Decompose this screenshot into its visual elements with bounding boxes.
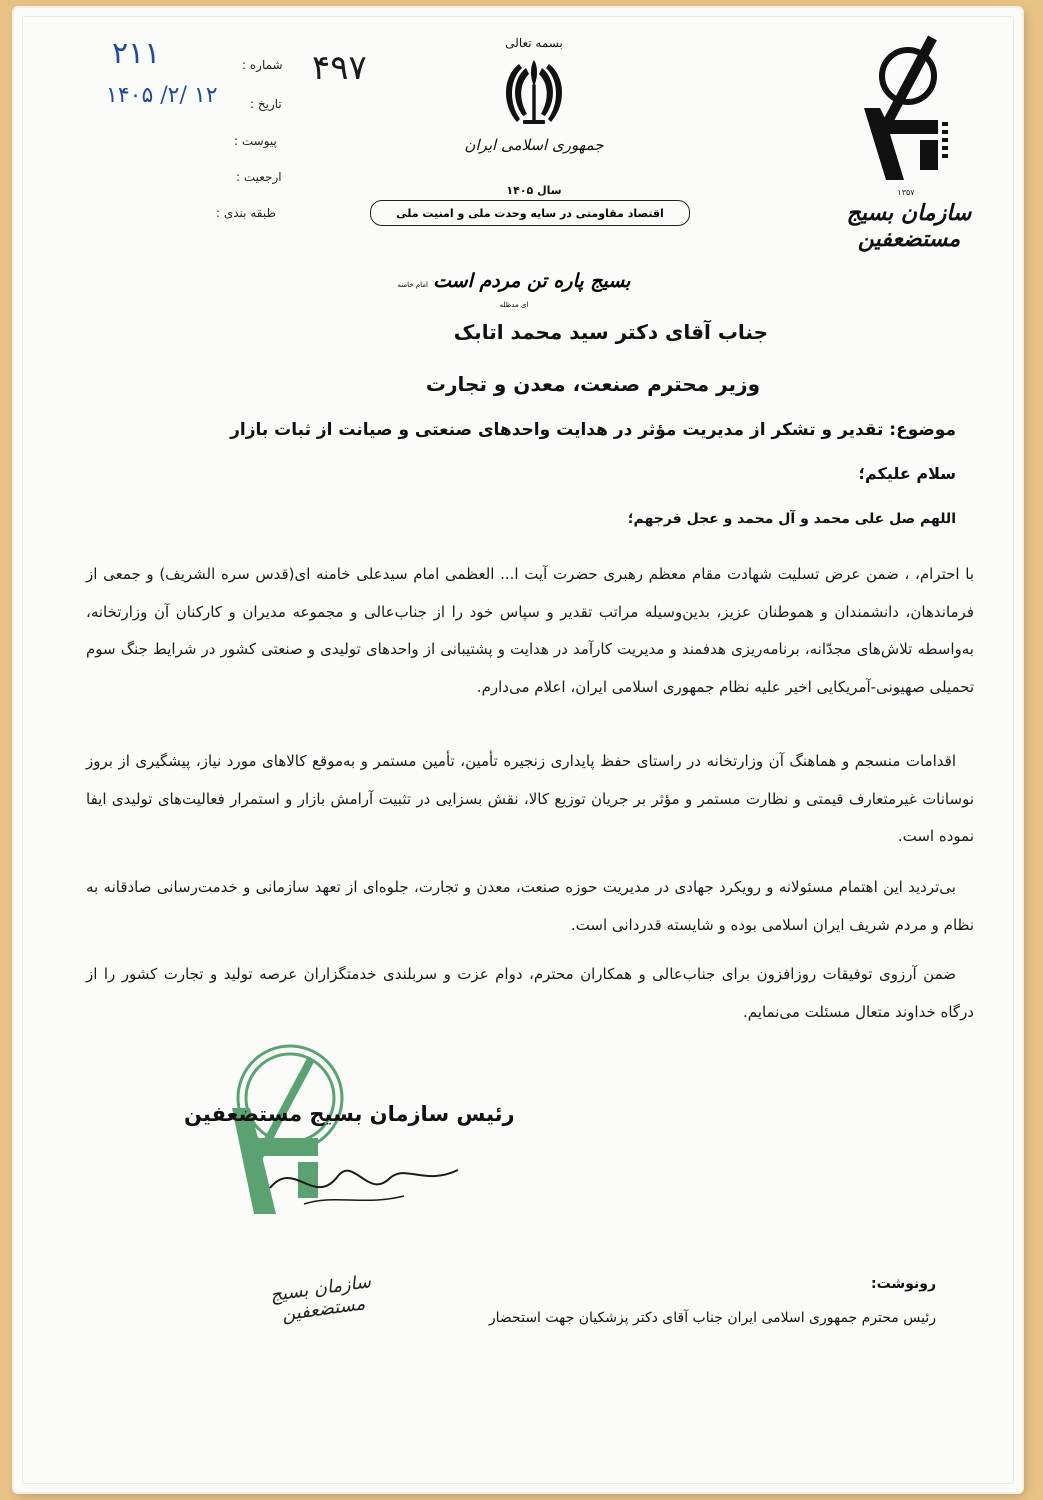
basmala: بسمه تعالی: [505, 36, 563, 50]
body-paragraph-2: اقدامات منسجم و هماهنگ آن وزارتخانه در راستای حفظ پایداری زنجیره تأمین، تأمین مستمر و به‌موقع کالاهای مورد نیاز، پیشگیری از بروز نوسانات غیرمتعارف قیمتی و نظارت مستمر و مؤثر بر جریان توزیع کالا، نقش بسزایی در تثبیت آرامش بازار و استمرار فعالیت‌های تولیدی ایفا نموده است.: [86, 752, 974, 845]
republic-name: جمهوری اسلامی ایران: [464, 136, 604, 154]
cc-line: رئیس محترم جمهوری اسلامی ایران جناب آقای دکتر پزشکیان جهت استحضار: [488, 1310, 936, 1326]
number-label: شماره :: [242, 58, 283, 72]
year-label: سال ۱۴۰۵: [506, 184, 562, 197]
letter-paper: [14, 8, 1022, 1492]
basij-logo: [824, 30, 994, 252]
emblem-icon: [499, 56, 569, 128]
greeting: سلام علیکم؛: [858, 464, 956, 483]
recipient-name: جناب آقای دکتر سید محمد اتابک: [453, 320, 768, 344]
slogan-text: بسیج پاره تن مردم است: [433, 270, 631, 292]
attachment-label: پیوست :: [234, 134, 277, 148]
handwritten-date: ۱۴۰۵ /۲/ ۱۲: [106, 83, 218, 108]
body-paragraph-3: بی‌تردید این اهتمام مسئولانه و رویکرد جهادی در مدیریت حوزه صنعت، معدن و تجارت، جلوه‌ای از تعهد سازمانی و خدمت‌رسانی صادقانه به نظام و مردم شریف ایران اسلامی بوده و شایسته قدردانی است.: [86, 878, 974, 934]
cc-label: رونوشت:: [871, 1276, 936, 1292]
handwritten-number: ۲۱۱: [112, 36, 161, 71]
signature-title: رئیس سازمان بسیج مستضعفین: [184, 1102, 515, 1126]
salawat-line: اللهم صل علی محمد و آل محمد و عجل فرجهم؛: [627, 511, 956, 527]
slogan: [394, 270, 634, 311]
motto-text: اقتصاد مقاومتی در سایه وحدت ملی و امنیت ملی: [396, 206, 664, 220]
letter-number: ۴۹۷: [312, 48, 367, 88]
slogan-attribution: امام خامنه ای مدظله: [397, 281, 529, 309]
date-label: تاریخ :: [250, 97, 282, 111]
logo-year: ۱۳۵۷: [897, 188, 915, 197]
iran-emblem: [464, 32, 604, 202]
reference-label: ارجعیت :: [236, 170, 282, 184]
classification-label: طبقه بندی :: [216, 206, 276, 220]
subject-line: موضوع: تقدیر و تشکر از مدیریت مؤثر در هدایت واحدهای صنعتی و صیانت از ثبات بازار: [230, 420, 956, 440]
handwritten-org: [240, 1267, 404, 1331]
body-paragraph-4: ضمن آرزوی توفیقات روزافزون برای جناب‌عالی و همکاران محترم، دوام عزت و سربلندی خدمتگزاران عرصه تولید و تجارت کشور را از درگاه خداوند متعال مسئلت می‌نمایم.: [86, 965, 974, 1021]
recipient-title: وزیر محترم صنعت، معدن و تجارت: [425, 372, 760, 396]
body-paragraph-1: با احترام، ، ضمن عرض تسلیت شهادت مقام معظم رهبری حضرت آیت ا... العظمی امام سیدعلی خامنه ای(قدس سره الشریف) و جمعی از فرماندهان، دانشمندان و هموطنان عزیز، بدین‌وسیله مراتب تقدیر و سپاس خود را از جناب‌عالی و مجموعه مدیران و کارکنان آن وزارتخانه، به‌واسطه تلاش‌های مجدّانه، برنامه‌ریزی هدفمند و مدیریت کارآمد در هدایت و پشتیبانی از واحدهای تولیدی و صنعتی کشور در شرایط جنگ سوم تحمیلی صهیونی-آمریکایی اخیر علیه نظام جمهوری اسلامی ایران، اعلام می‌دارم.: [86, 565, 974, 696]
basij-emblem-icon: [846, 30, 976, 190]
motto-banner: [370, 200, 690, 226]
handwritten-org-text: سازمان بسیج مستضعفین: [268, 1271, 373, 1326]
signature-scribble-icon: [264, 1148, 464, 1218]
org-name: سازمان بسیج مستضعفین: [846, 200, 972, 252]
